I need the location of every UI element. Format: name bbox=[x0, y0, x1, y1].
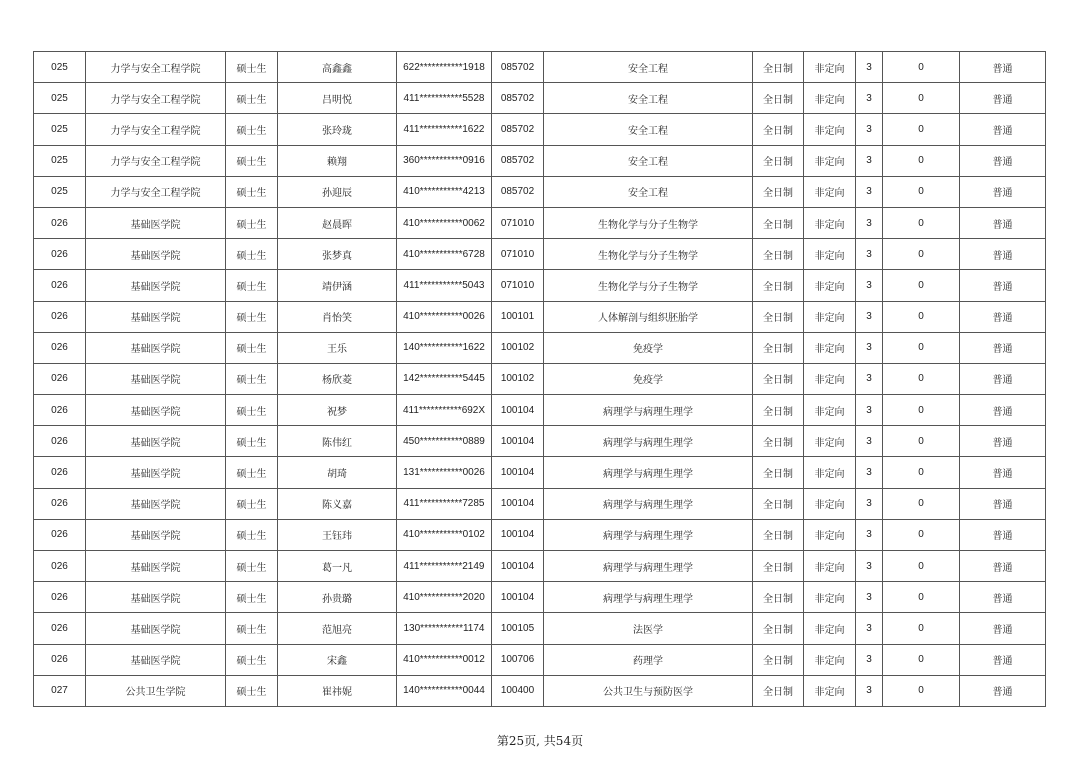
student-name-cell: 高鑫鑫 bbox=[278, 52, 397, 83]
duration-cell: 3 bbox=[856, 270, 883, 301]
duration-cell: 3 bbox=[856, 301, 883, 332]
college-name-cell: 力学与安全工程学院 bbox=[86, 145, 226, 176]
duration-cell: 3 bbox=[856, 551, 883, 582]
study-mode-cell: 全日制 bbox=[753, 207, 804, 238]
fee-cell: 0 bbox=[883, 270, 960, 301]
degree-type-cell: 硕士生 bbox=[226, 83, 278, 114]
id-number-cell: 411***********1622 bbox=[397, 114, 492, 145]
student-name-cell: 王钰玮 bbox=[278, 519, 397, 550]
table-row bbox=[34, 176, 1046, 207]
major-code-cell: 100104 bbox=[492, 395, 544, 426]
fee-cell: 0 bbox=[883, 551, 960, 582]
degree-type-cell: 硕士生 bbox=[226, 395, 278, 426]
student-name-cell: 吕明悦 bbox=[278, 83, 397, 114]
id-number-cell: 450***********0889 bbox=[397, 426, 492, 457]
college-name-cell: 公共卫生学院 bbox=[86, 675, 226, 706]
fee-cell: 0 bbox=[883, 395, 960, 426]
duration-cell: 3 bbox=[856, 114, 883, 145]
category-cell: 普通 bbox=[960, 457, 1046, 488]
college-code-cell: 025 bbox=[34, 83, 86, 114]
orientation-cell: 非定向 bbox=[804, 176, 856, 207]
id-number-cell: 140***********1622 bbox=[397, 332, 492, 363]
major-name-cell: 免疫学 bbox=[544, 332, 753, 363]
college-name-cell: 基础医学院 bbox=[86, 644, 226, 675]
major-code-cell: 071010 bbox=[492, 270, 544, 301]
orientation-cell: 非定向 bbox=[804, 613, 856, 644]
study-mode-cell: 全日制 bbox=[753, 519, 804, 550]
orientation-cell: 非定向 bbox=[804, 582, 856, 613]
duration-cell: 3 bbox=[856, 613, 883, 644]
fee-cell: 0 bbox=[883, 519, 960, 550]
major-code-cell: 100104 bbox=[492, 519, 544, 550]
degree-type-cell: 硕士生 bbox=[226, 519, 278, 550]
fee-cell: 0 bbox=[883, 114, 960, 145]
degree-type-cell: 硕士生 bbox=[226, 270, 278, 301]
college-code-cell: 026 bbox=[34, 207, 86, 238]
major-code-cell: 100104 bbox=[492, 488, 544, 519]
college-code-cell: 026 bbox=[34, 270, 86, 301]
degree-type-cell: 硕士生 bbox=[226, 363, 278, 394]
fee-cell: 0 bbox=[883, 52, 960, 83]
id-number-cell: 410***********0012 bbox=[397, 644, 492, 675]
duration-cell: 3 bbox=[856, 426, 883, 457]
orientation-cell: 非定向 bbox=[804, 675, 856, 706]
duration-cell: 3 bbox=[856, 457, 883, 488]
id-number-cell: 130***********1174 bbox=[397, 613, 492, 644]
major-code-cell: 100102 bbox=[492, 363, 544, 394]
college-code-cell: 025 bbox=[34, 52, 86, 83]
college-code-cell: 026 bbox=[34, 457, 86, 488]
duration-cell: 3 bbox=[856, 644, 883, 675]
major-name-cell: 安全工程 bbox=[544, 145, 753, 176]
study-mode-cell: 全日制 bbox=[753, 426, 804, 457]
college-code-cell: 026 bbox=[34, 332, 86, 363]
college-code-cell: 026 bbox=[34, 644, 86, 675]
degree-type-cell: 硕士生 bbox=[226, 613, 278, 644]
student-name-cell: 肖怡笑 bbox=[278, 301, 397, 332]
orientation-cell: 非定向 bbox=[804, 145, 856, 176]
fee-cell: 0 bbox=[883, 582, 960, 613]
category-cell: 普通 bbox=[960, 83, 1046, 114]
student-name-cell: 葛一凡 bbox=[278, 551, 397, 582]
major-name-cell: 病理学与病理生理学 bbox=[544, 582, 753, 613]
category-cell: 普通 bbox=[960, 239, 1046, 270]
table-row bbox=[34, 675, 1046, 706]
study-mode-cell: 全日制 bbox=[753, 332, 804, 363]
student-name-cell: 陈伟红 bbox=[278, 426, 397, 457]
orientation-cell: 非定向 bbox=[804, 363, 856, 394]
study-mode-cell: 全日制 bbox=[753, 114, 804, 145]
orientation-cell: 非定向 bbox=[804, 644, 856, 675]
major-code-cell: 100102 bbox=[492, 332, 544, 363]
student-name-cell: 孙迎辰 bbox=[278, 176, 397, 207]
major-code-cell: 085702 bbox=[492, 52, 544, 83]
study-mode-cell: 全日制 bbox=[753, 270, 804, 301]
category-cell: 普通 bbox=[960, 519, 1046, 550]
orientation-cell: 非定向 bbox=[804, 551, 856, 582]
college-code-cell: 026 bbox=[34, 613, 86, 644]
major-name-cell: 安全工程 bbox=[544, 83, 753, 114]
orientation-cell: 非定向 bbox=[804, 426, 856, 457]
college-code-cell: 025 bbox=[34, 145, 86, 176]
table-row bbox=[34, 395, 1046, 426]
student-name-cell: 赵晨晖 bbox=[278, 207, 397, 238]
page-footer: 第25页, 共54页 bbox=[496, 734, 584, 748]
major-name-cell: 人体解剖与组织胚胎学 bbox=[544, 301, 753, 332]
table-row bbox=[34, 363, 1046, 394]
table-row bbox=[34, 207, 1046, 238]
duration-cell: 3 bbox=[856, 519, 883, 550]
id-number-cell: 622***********1918 bbox=[397, 52, 492, 83]
table-row bbox=[34, 613, 1046, 644]
id-number-cell: 410***********6728 bbox=[397, 239, 492, 270]
college-name-cell: 基础医学院 bbox=[86, 551, 226, 582]
degree-type-cell: 硕士生 bbox=[226, 457, 278, 488]
student-name-cell: 胡琦 bbox=[278, 457, 397, 488]
college-code-cell: 025 bbox=[34, 114, 86, 145]
fee-cell: 0 bbox=[883, 176, 960, 207]
college-name-cell: 力学与安全工程学院 bbox=[86, 52, 226, 83]
degree-type-cell: 硕士生 bbox=[226, 426, 278, 457]
table-row bbox=[34, 83, 1046, 114]
study-mode-cell: 全日制 bbox=[753, 301, 804, 332]
major-name-cell: 病理学与病理生理学 bbox=[544, 551, 753, 582]
study-mode-cell: 全日制 bbox=[753, 613, 804, 644]
duration-cell: 3 bbox=[856, 176, 883, 207]
category-cell: 普通 bbox=[960, 488, 1046, 519]
category-cell: 普通 bbox=[960, 145, 1046, 176]
study-mode-cell: 全日制 bbox=[753, 83, 804, 114]
study-mode-cell: 全日制 bbox=[753, 145, 804, 176]
table-row bbox=[34, 145, 1046, 176]
degree-type-cell: 硕士生 bbox=[226, 176, 278, 207]
student-name-cell: 崔祎妮 bbox=[278, 675, 397, 706]
category-cell: 普通 bbox=[960, 426, 1046, 457]
major-code-cell: 100400 bbox=[492, 675, 544, 706]
table-row bbox=[34, 519, 1046, 550]
student-name-cell: 陈义嘉 bbox=[278, 488, 397, 519]
orientation-cell: 非定向 bbox=[804, 395, 856, 426]
study-mode-cell: 全日制 bbox=[753, 176, 804, 207]
id-number-cell: 410***********4213 bbox=[397, 176, 492, 207]
major-name-cell: 药理学 bbox=[544, 644, 753, 675]
id-number-cell: 410***********2020 bbox=[397, 582, 492, 613]
college-name-cell: 基础医学院 bbox=[86, 519, 226, 550]
degree-type-cell: 硕士生 bbox=[226, 332, 278, 363]
category-cell: 普通 bbox=[960, 582, 1046, 613]
college-name-cell: 基础医学院 bbox=[86, 613, 226, 644]
degree-type-cell: 硕士生 bbox=[226, 239, 278, 270]
college-name-cell: 基础医学院 bbox=[86, 301, 226, 332]
college-name-cell: 基础医学院 bbox=[86, 457, 226, 488]
major-code-cell: 085702 bbox=[492, 114, 544, 145]
fee-cell: 0 bbox=[883, 675, 960, 706]
major-name-cell: 安全工程 bbox=[544, 114, 753, 145]
orientation-cell: 非定向 bbox=[804, 332, 856, 363]
id-number-cell: 410***********0062 bbox=[397, 207, 492, 238]
college-name-cell: 基础医学院 bbox=[86, 426, 226, 457]
id-number-cell: 142***********5445 bbox=[397, 363, 492, 394]
major-name-cell: 免疫学 bbox=[544, 363, 753, 394]
major-name-cell: 安全工程 bbox=[544, 176, 753, 207]
college-name-cell: 力学与安全工程学院 bbox=[86, 176, 226, 207]
roster-table bbox=[33, 51, 1046, 707]
duration-cell: 3 bbox=[856, 675, 883, 706]
major-name-cell: 法医学 bbox=[544, 613, 753, 644]
degree-type-cell: 硕士生 bbox=[226, 675, 278, 706]
fee-cell: 0 bbox=[883, 83, 960, 114]
category-cell: 普通 bbox=[960, 644, 1046, 675]
duration-cell: 3 bbox=[856, 52, 883, 83]
id-number-cell: 410***********0102 bbox=[397, 519, 492, 550]
table-row bbox=[34, 52, 1046, 83]
table-body bbox=[34, 52, 1046, 707]
college-code-cell: 026 bbox=[34, 488, 86, 519]
duration-cell: 3 bbox=[856, 363, 883, 394]
degree-type-cell: 硕士生 bbox=[226, 207, 278, 238]
college-name-cell: 基础医学院 bbox=[86, 270, 226, 301]
fee-cell: 0 bbox=[883, 488, 960, 519]
table-row bbox=[34, 426, 1046, 457]
orientation-cell: 非定向 bbox=[804, 301, 856, 332]
duration-cell: 3 bbox=[856, 395, 883, 426]
category-cell: 普通 bbox=[960, 301, 1046, 332]
major-code-cell: 085702 bbox=[492, 83, 544, 114]
study-mode-cell: 全日制 bbox=[753, 551, 804, 582]
degree-type-cell: 硕士生 bbox=[226, 582, 278, 613]
student-name-cell: 宋鑫 bbox=[278, 644, 397, 675]
orientation-cell: 非定向 bbox=[804, 519, 856, 550]
major-name-cell: 生物化学与分子生物学 bbox=[544, 239, 753, 270]
orientation-cell: 非定向 bbox=[804, 114, 856, 145]
college-code-cell: 026 bbox=[34, 519, 86, 550]
fee-cell: 0 bbox=[883, 613, 960, 644]
id-number-cell: 140***********0044 bbox=[397, 675, 492, 706]
category-cell: 普通 bbox=[960, 613, 1046, 644]
major-code-cell: 100706 bbox=[492, 644, 544, 675]
orientation-cell: 非定向 bbox=[804, 488, 856, 519]
college-name-cell: 力学与安全工程学院 bbox=[86, 114, 226, 145]
study-mode-cell: 全日制 bbox=[753, 644, 804, 675]
major-code-cell: 071010 bbox=[492, 207, 544, 238]
college-name-cell: 基础医学院 bbox=[86, 207, 226, 238]
table-row bbox=[34, 644, 1046, 675]
college-name-cell: 基础医学院 bbox=[86, 239, 226, 270]
fee-cell: 0 bbox=[883, 332, 960, 363]
study-mode-cell: 全日制 bbox=[753, 582, 804, 613]
category-cell: 普通 bbox=[960, 114, 1046, 145]
fee-cell: 0 bbox=[883, 644, 960, 675]
college-code-cell: 025 bbox=[34, 176, 86, 207]
fee-cell: 0 bbox=[883, 457, 960, 488]
category-cell: 普通 bbox=[960, 395, 1046, 426]
college-name-cell: 基础医学院 bbox=[86, 582, 226, 613]
degree-type-cell: 硕士生 bbox=[226, 551, 278, 582]
college-code-cell: 026 bbox=[34, 426, 86, 457]
student-name-cell: 赖翔 bbox=[278, 145, 397, 176]
major-code-cell: 085702 bbox=[492, 145, 544, 176]
study-mode-cell: 全日制 bbox=[753, 395, 804, 426]
table-row bbox=[34, 239, 1046, 270]
category-cell: 普通 bbox=[960, 675, 1046, 706]
duration-cell: 3 bbox=[856, 145, 883, 176]
major-code-cell: 100104 bbox=[492, 457, 544, 488]
id-number-cell: 411***********2149 bbox=[397, 551, 492, 582]
major-name-cell: 生物化学与分子生物学 bbox=[544, 270, 753, 301]
college-code-cell: 026 bbox=[34, 551, 86, 582]
major-name-cell: 公共卫生与预防医学 bbox=[544, 675, 753, 706]
student-name-cell: 杨欣菱 bbox=[278, 363, 397, 394]
study-mode-cell: 全日制 bbox=[753, 239, 804, 270]
id-number-cell: 410***********0026 bbox=[397, 301, 492, 332]
table-row bbox=[34, 332, 1046, 363]
college-name-cell: 基础医学院 bbox=[86, 363, 226, 394]
id-number-cell: 411***********5043 bbox=[397, 270, 492, 301]
degree-type-cell: 硕士生 bbox=[226, 114, 278, 145]
study-mode-cell: 全日制 bbox=[753, 363, 804, 394]
degree-type-cell: 硕士生 bbox=[226, 301, 278, 332]
major-name-cell: 生物化学与分子生物学 bbox=[544, 207, 753, 238]
orientation-cell: 非定向 bbox=[804, 457, 856, 488]
table-row bbox=[34, 114, 1046, 145]
duration-cell: 3 bbox=[856, 488, 883, 519]
major-name-cell: 病理学与病理生理学 bbox=[544, 457, 753, 488]
orientation-cell: 非定向 bbox=[804, 270, 856, 301]
orientation-cell: 非定向 bbox=[804, 83, 856, 114]
student-name-cell: 范旭亮 bbox=[278, 613, 397, 644]
major-name-cell: 病理学与病理生理学 bbox=[544, 426, 753, 457]
duration-cell: 3 bbox=[856, 582, 883, 613]
major-code-cell: 100105 bbox=[492, 613, 544, 644]
study-mode-cell: 全日制 bbox=[753, 488, 804, 519]
student-name-cell: 张玲珑 bbox=[278, 114, 397, 145]
degree-type-cell: 硕士生 bbox=[226, 145, 278, 176]
table-row bbox=[34, 457, 1046, 488]
college-name-cell: 基础医学院 bbox=[86, 395, 226, 426]
duration-cell: 3 bbox=[856, 83, 883, 114]
orientation-cell: 非定向 bbox=[804, 207, 856, 238]
major-code-cell: 100104 bbox=[492, 426, 544, 457]
major-name-cell: 病理学与病理生理学 bbox=[544, 488, 753, 519]
table-row bbox=[34, 488, 1046, 519]
id-number-cell: 411***********5528 bbox=[397, 83, 492, 114]
major-code-cell: 100101 bbox=[492, 301, 544, 332]
orientation-cell: 非定向 bbox=[804, 52, 856, 83]
student-name-cell: 祝梦 bbox=[278, 395, 397, 426]
study-mode-cell: 全日制 bbox=[753, 52, 804, 83]
id-number-cell: 411***********7285 bbox=[397, 488, 492, 519]
study-mode-cell: 全日制 bbox=[753, 675, 804, 706]
fee-cell: 0 bbox=[883, 363, 960, 394]
college-code-cell: 026 bbox=[34, 363, 86, 394]
major-code-cell: 100104 bbox=[492, 551, 544, 582]
degree-type-cell: 硕士生 bbox=[226, 644, 278, 675]
degree-type-cell: 硕士生 bbox=[226, 488, 278, 519]
category-cell: 普通 bbox=[960, 52, 1046, 83]
category-cell: 普通 bbox=[960, 270, 1046, 301]
duration-cell: 3 bbox=[856, 207, 883, 238]
category-cell: 普通 bbox=[960, 176, 1046, 207]
major-name-cell: 安全工程 bbox=[544, 52, 753, 83]
id-number-cell: 131***********0026 bbox=[397, 457, 492, 488]
fee-cell: 0 bbox=[883, 207, 960, 238]
study-mode-cell: 全日制 bbox=[753, 457, 804, 488]
fee-cell: 0 bbox=[883, 145, 960, 176]
degree-type-cell: 硕士生 bbox=[226, 52, 278, 83]
fee-cell: 0 bbox=[883, 239, 960, 270]
student-name-cell: 靖伊涵 bbox=[278, 270, 397, 301]
major-name-cell: 病理学与病理生理学 bbox=[544, 395, 753, 426]
college-code-cell: 026 bbox=[34, 582, 86, 613]
table-row bbox=[34, 582, 1046, 613]
college-code-cell: 027 bbox=[34, 675, 86, 706]
duration-cell: 3 bbox=[856, 239, 883, 270]
major-name-cell: 病理学与病理生理学 bbox=[544, 519, 753, 550]
orientation-cell: 非定向 bbox=[804, 239, 856, 270]
college-code-cell: 026 bbox=[34, 301, 86, 332]
college-code-cell: 026 bbox=[34, 395, 86, 426]
college-name-cell: 基础医学院 bbox=[86, 488, 226, 519]
fee-cell: 0 bbox=[883, 301, 960, 332]
id-number-cell: 360***********0916 bbox=[397, 145, 492, 176]
duration-cell: 3 bbox=[856, 332, 883, 363]
student-name-cell: 王乐 bbox=[278, 332, 397, 363]
table-row bbox=[34, 301, 1046, 332]
student-name-cell: 孙贵璐 bbox=[278, 582, 397, 613]
major-code-cell: 071010 bbox=[492, 239, 544, 270]
college-code-cell: 026 bbox=[34, 239, 86, 270]
id-number-cell: 411***********692X bbox=[397, 395, 492, 426]
major-code-cell: 100104 bbox=[492, 582, 544, 613]
college-name-cell: 力学与安全工程学院 bbox=[86, 83, 226, 114]
table-row bbox=[34, 551, 1046, 582]
category-cell: 普通 bbox=[960, 207, 1046, 238]
major-code-cell: 085702 bbox=[492, 176, 544, 207]
student-name-cell: 张梦真 bbox=[278, 239, 397, 270]
category-cell: 普通 bbox=[960, 332, 1046, 363]
category-cell: 普通 bbox=[960, 551, 1046, 582]
category-cell: 普通 bbox=[960, 363, 1046, 394]
fee-cell: 0 bbox=[883, 426, 960, 457]
college-name-cell: 基础医学院 bbox=[86, 332, 226, 363]
table-row bbox=[34, 270, 1046, 301]
